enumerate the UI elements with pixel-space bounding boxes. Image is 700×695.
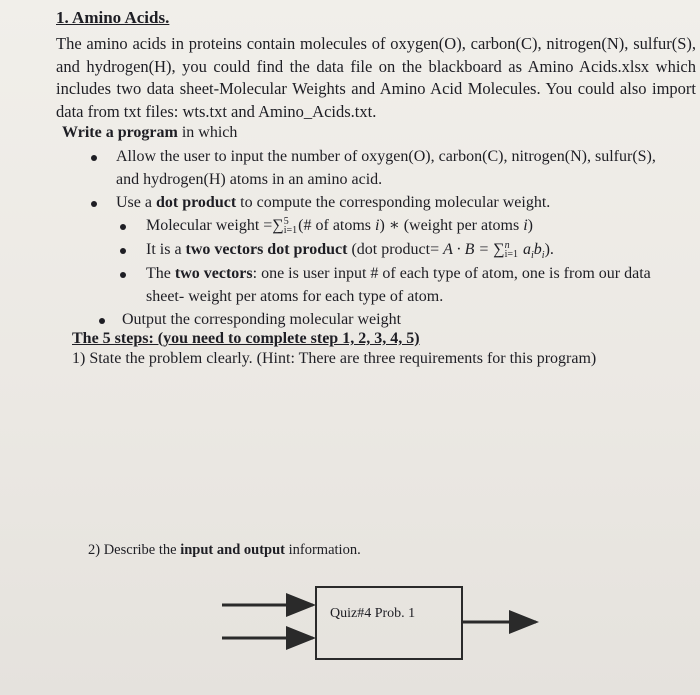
step-1: 1) State the problem clearly. (Hint: There are three requirements for this program) (72, 350, 597, 367)
bullet-2-bold: dot product (155, 194, 237, 211)
sub-bullet-1-text: (# of atoms (298, 217, 376, 234)
sub-bullet-1-pre: Molecular weight = (146, 217, 273, 234)
write-program-bold: Write a program (62, 124, 178, 141)
write-program-suffix: in which (177, 124, 238, 141)
step-2-post: information. (284, 542, 361, 558)
sub-bullet-2-pre: It is a (146, 241, 186, 258)
term-b: b (533, 241, 542, 258)
bullet-2-post: to compute the corresponding molecular weight. (236, 194, 551, 211)
bullet-3: Output the corresponding molecular weight (122, 311, 402, 328)
index-i: i (541, 250, 545, 262)
sum-upper: 5 (283, 216, 289, 228)
step-2-pre: 2) Describe the (88, 542, 181, 558)
sum-lower: i=1 (504, 249, 519, 261)
bullet-2-pre: Use a (116, 194, 156, 211)
sub-bullet-3-line-2: sheet- weight per atoms for each type of atom. (146, 288, 444, 305)
steps-heading: The 5 steps: (you need to complete step 1, 2, 3, 4, 5) (72, 330, 420, 347)
sub-bullet-2-mid: (dot product= (347, 241, 444, 258)
program-box (315, 586, 463, 660)
index-i: i (531, 250, 534, 262)
sub-bullet-3-pre: The (146, 265, 175, 282)
sub-bullet-1-mid: ) ∗ (weight per atoms (379, 217, 524, 234)
sub-bullet-2-bold: two vectors dot product (185, 241, 348, 258)
bullet-1-line-1: Allow the user to input the number of oxygen(O), carbon(C), nitrogen(N), sulfur(S), (116, 148, 656, 165)
sum-symbol: ∑ (493, 241, 505, 258)
sub-bullet-2-end: ). (544, 241, 554, 258)
sum-symbol: ∑ (272, 217, 284, 234)
dot-product-formula: A · B = (443, 241, 494, 258)
term-a: a (519, 241, 532, 258)
section-title: 1. Amino Acids. (56, 8, 170, 27)
step-2-bold: input and output (180, 542, 285, 558)
sub-bullet-3-bold: two vectors (174, 265, 253, 282)
sum-lower: i=1 (283, 225, 298, 237)
intro-paragraph: The amino acids in proteins contain molecules of oxygen(O), carbon(C), nitrogen(N), sulfur(S), and hydrogen(H), you could find the data file on the blackboard as Amino Acids.xlsx which includes two data sheet-Molecular Weights and Amino Acid Molecules. You could also import data from txt files: wts.txt and Amino_Acids.txt. (56, 34, 696, 121)
program-box-label: Quiz#4 Prob. 1 (330, 606, 416, 621)
bullet-1-line-2: and hydrogen(H) atoms in an amino acid. (116, 171, 383, 188)
sub-bullet-1-end: ) (527, 217, 533, 234)
index-i: i (523, 217, 528, 234)
sub-bullet-3-post: : one is user input # of each type of atom, one is from our data (252, 265, 651, 282)
sum-upper: n (504, 240, 510, 252)
index-i: i (375, 217, 380, 234)
